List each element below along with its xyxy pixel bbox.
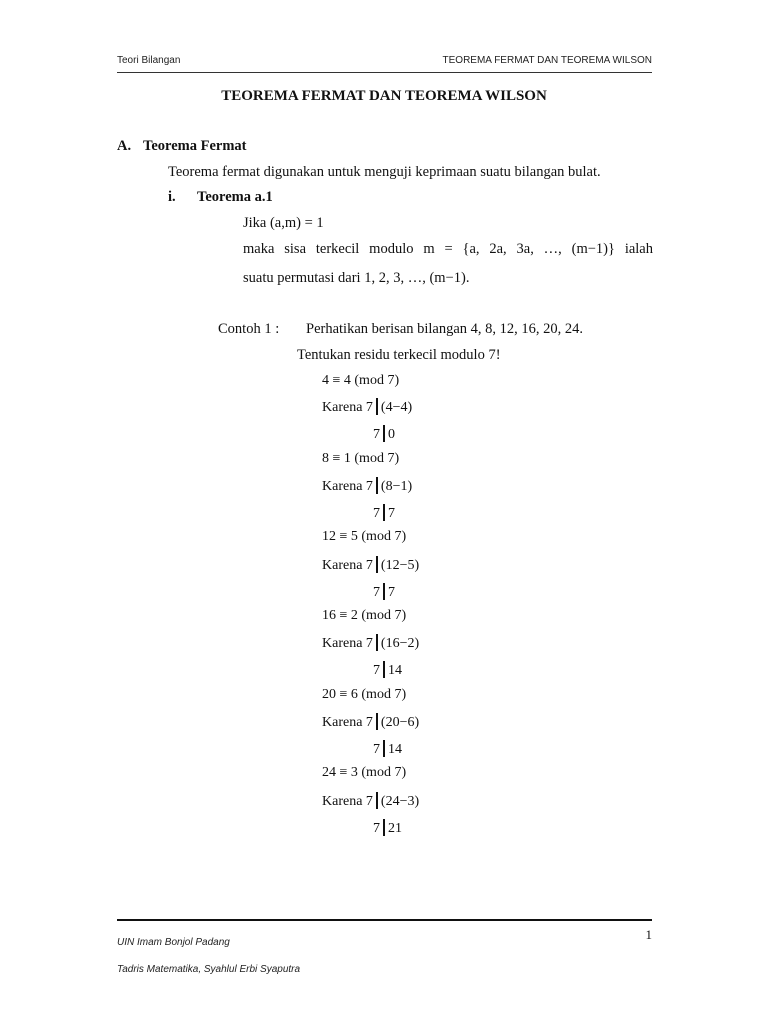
divides-bar (376, 477, 378, 494)
theorem-label: i. (168, 189, 176, 205)
result: 14 (388, 663, 402, 678)
section-a-label: A. (117, 138, 132, 154)
header-rule (117, 72, 652, 73)
karena-text: Karena 7 (322, 715, 373, 730)
difference: (4−4) (380, 400, 413, 415)
theorem-line-3: suatu permutasi dari 1, 2, 3, …, (m−1). (243, 270, 470, 286)
footer-author: Tadris Matematika, Syahlul Erbi Syaputra (117, 964, 301, 975)
divides-bar (376, 792, 378, 809)
divides-result-line (373, 661, 402, 679)
karena-text: Karena 7 (322, 400, 373, 415)
result: 14 (388, 742, 402, 757)
example-line-2: Tentukan residu terkecil modulo 7! (297, 347, 501, 363)
karena-text: Karena 7 (322, 558, 373, 573)
divisor: 7 (373, 585, 380, 600)
result: 7 (388, 585, 395, 600)
page-title: TEOREMA FERMAT DAN TEOREMA WILSON (221, 88, 547, 104)
theorem-title: Teorema a.1 (197, 189, 273, 205)
difference: (20−6) (380, 715, 420, 730)
example-label: Contoh 1 : (218, 321, 280, 337)
karena-line (322, 634, 419, 652)
divides-bar (376, 634, 378, 651)
footer-institution: UIN Imam Bonjol Padang (117, 937, 230, 948)
difference: (8−1) (380, 479, 413, 494)
divides-result-line (373, 583, 395, 601)
divisor: 7 (373, 506, 380, 521)
section-a-intro: Teorema fermat digunakan untuk menguji keprimaan suatu bilangan bulat. (168, 164, 601, 180)
divides-bar (383, 819, 385, 836)
divides-bar (376, 556, 378, 573)
example-line-1: Perhatikan berisan bilangan 4, 8, 12, 16, 20, 24. (306, 321, 584, 337)
divides-bar (383, 504, 385, 521)
difference: (24−3) (380, 794, 420, 809)
theorem-line-2: maka sisa terkecil modulo m = {a, 2a, 3a, …, (m−1)} ialah (243, 241, 653, 257)
divides-bar (383, 425, 385, 442)
divides-result-line (373, 819, 402, 837)
page-number: 1 (645, 927, 652, 942)
result: 0 (388, 427, 395, 442)
karena-text: Karena 7 (322, 794, 373, 809)
difference: (16−2) (380, 636, 420, 651)
divisor: 7 (373, 821, 380, 836)
divisor: 7 (373, 427, 380, 442)
divisor: 7 (373, 663, 380, 678)
result: 7 (388, 506, 395, 521)
footer-rule (117, 919, 652, 921)
congruence-line: 8 ≡ 1 (mod 7) (322, 451, 400, 466)
divides-bar (383, 661, 385, 678)
karena-line (322, 556, 419, 574)
divides-bar (383, 740, 385, 757)
divisor: 7 (373, 742, 380, 757)
karena-text: Karena 7 (322, 479, 373, 494)
divides-result-line (373, 740, 402, 758)
karena-line (322, 792, 419, 810)
congruence-line: 20 ≡ 6 (mod 7) (322, 687, 407, 702)
divides-bar (383, 583, 385, 600)
header-right: TEOREMA FERMAT DAN TEOREMA WILSON (442, 55, 652, 66)
header-left: Teori Bilangan (117, 55, 181, 66)
congruence-line: 4 ≡ 4 (mod 7) (322, 373, 400, 388)
section-a-title: Teorema Fermat (143, 138, 247, 154)
congruence-line: 24 ≡ 3 (mod 7) (322, 765, 407, 780)
divides-bar (376, 398, 378, 415)
divides-bar (376, 713, 378, 730)
karena-text: Karena 7 (322, 636, 373, 651)
divides-result-line (373, 504, 395, 522)
difference: (12−5) (380, 558, 420, 573)
karena-line (322, 477, 412, 495)
result: 21 (388, 821, 402, 836)
congruence-line: 16 ≡ 2 (mod 7) (322, 608, 407, 623)
congruence-line: 12 ≡ 5 (mod 7) (322, 529, 407, 544)
karena-line (322, 713, 419, 731)
theorem-line-1: Jika (a,m) = 1 (243, 215, 324, 231)
karena-line (322, 398, 412, 416)
divides-result-line (373, 425, 395, 443)
